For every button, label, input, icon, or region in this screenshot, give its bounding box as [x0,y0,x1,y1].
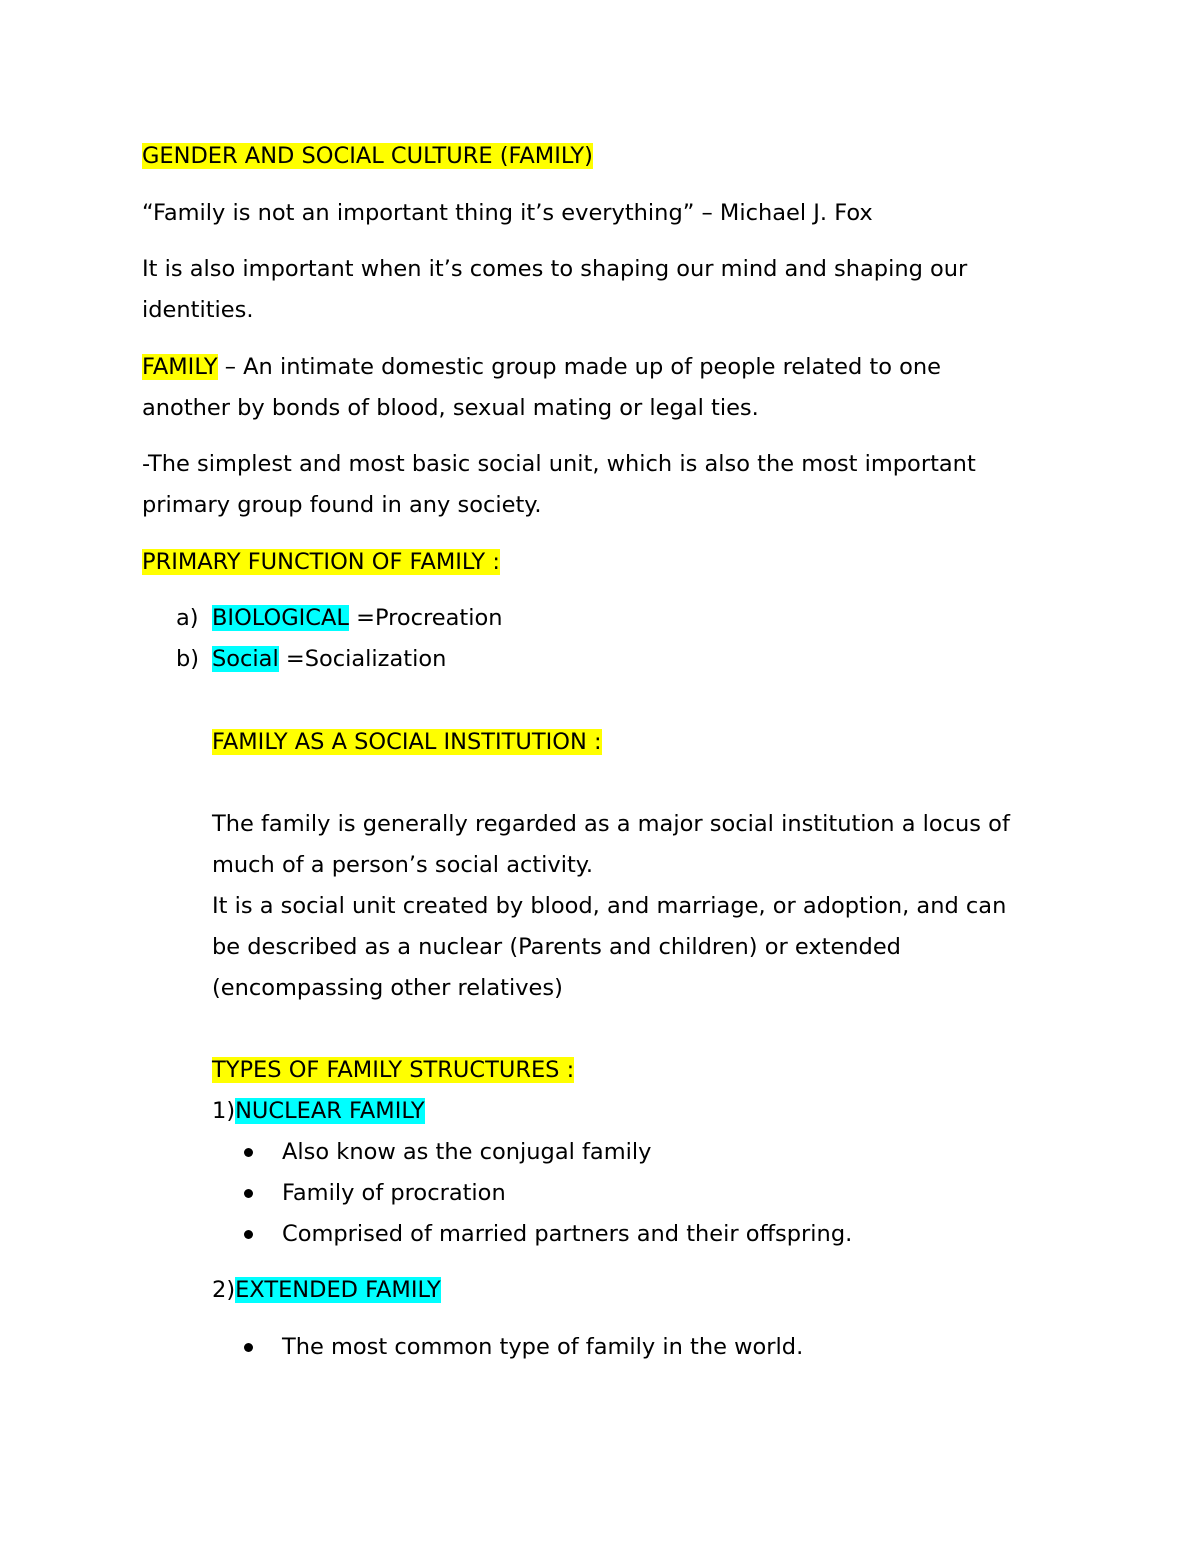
biological-text: =Procreation [348,605,503,631]
extended-bullet-1: The most common type of family in the world. [282,1334,804,1360]
nuclear-family-heading [212,1097,425,1125]
structures-heading-highlight: TYPES OF FAMILY STRUCTURES : [212,1057,575,1083]
title-highlight: GENDER AND SOCIAL CULTURE (FAMILY) [142,143,593,169]
extended-label: EXTENDED FAMILY [235,1277,441,1303]
bullet-icon [244,1148,253,1157]
function-item-social [212,645,446,673]
definition-line-2: another by bonds of blood, sexual mating or legal ties. [142,395,759,421]
institution-line-3: It is a social unit created by blood, and marriage, or adoption, and can [212,893,1007,919]
institution-line-4: be described as a nuclear (Parents and children) or extended [212,934,901,960]
institution-line-1: The family is generally regarded as a major social institution a locus of [212,811,1010,837]
institution-heading-highlight: FAMILY AS A SOCIAL INSTITUTION : [212,729,602,755]
unit-line-2: primary group found in any society. [142,492,542,518]
primary-function-heading-highlight: PRIMARY FUNCTION OF FAMILY : [142,549,500,575]
bullet-icon [244,1189,253,1198]
nuclear-bullet-3: Comprised of married partners and their offspring. [282,1221,853,1247]
institution-line-2: much of a person’s social activity. [212,852,594,878]
nuclear-bullet-1: Also know as the conjugal family [282,1139,652,1165]
social-text: =Socialization [278,646,447,672]
definition-term: FAMILY [142,354,218,380]
institution-line-5: (encompassing other relatives) [212,975,563,1001]
primary-function-heading [142,548,500,576]
intro-line-2: identities. [142,297,254,323]
structures-heading [212,1056,574,1084]
bullet-icon [244,1230,253,1239]
extended-family-heading [212,1276,441,1304]
definition-line-1 [142,353,941,381]
document-title [142,142,593,170]
function-item-biological [212,604,503,632]
nuclear-bullet-2: Family of procration [282,1180,506,1206]
list-marker-a: a) [176,605,199,631]
nuclear-number: 1) [212,1098,236,1124]
bullet-icon [244,1343,253,1352]
intro-line-1: It is also important when it’s comes to shaping our mind and shaping our [142,256,968,282]
nuclear-label: NUCLEAR FAMILY [235,1098,425,1124]
biological-term: BIOLOGICAL [212,605,349,631]
institution-heading [212,728,602,756]
social-term: Social [212,646,279,672]
unit-line-1: -The simplest and most basic social unit, which is also the most important [142,451,976,477]
extended-number: 2) [212,1277,236,1303]
list-marker-b: b) [176,646,200,672]
quote-line: “Family is not an important thing it’s everything” – Michael J. Fox [142,200,873,226]
definition-text: – An intimate domestic group made up of people related to one [217,354,941,380]
